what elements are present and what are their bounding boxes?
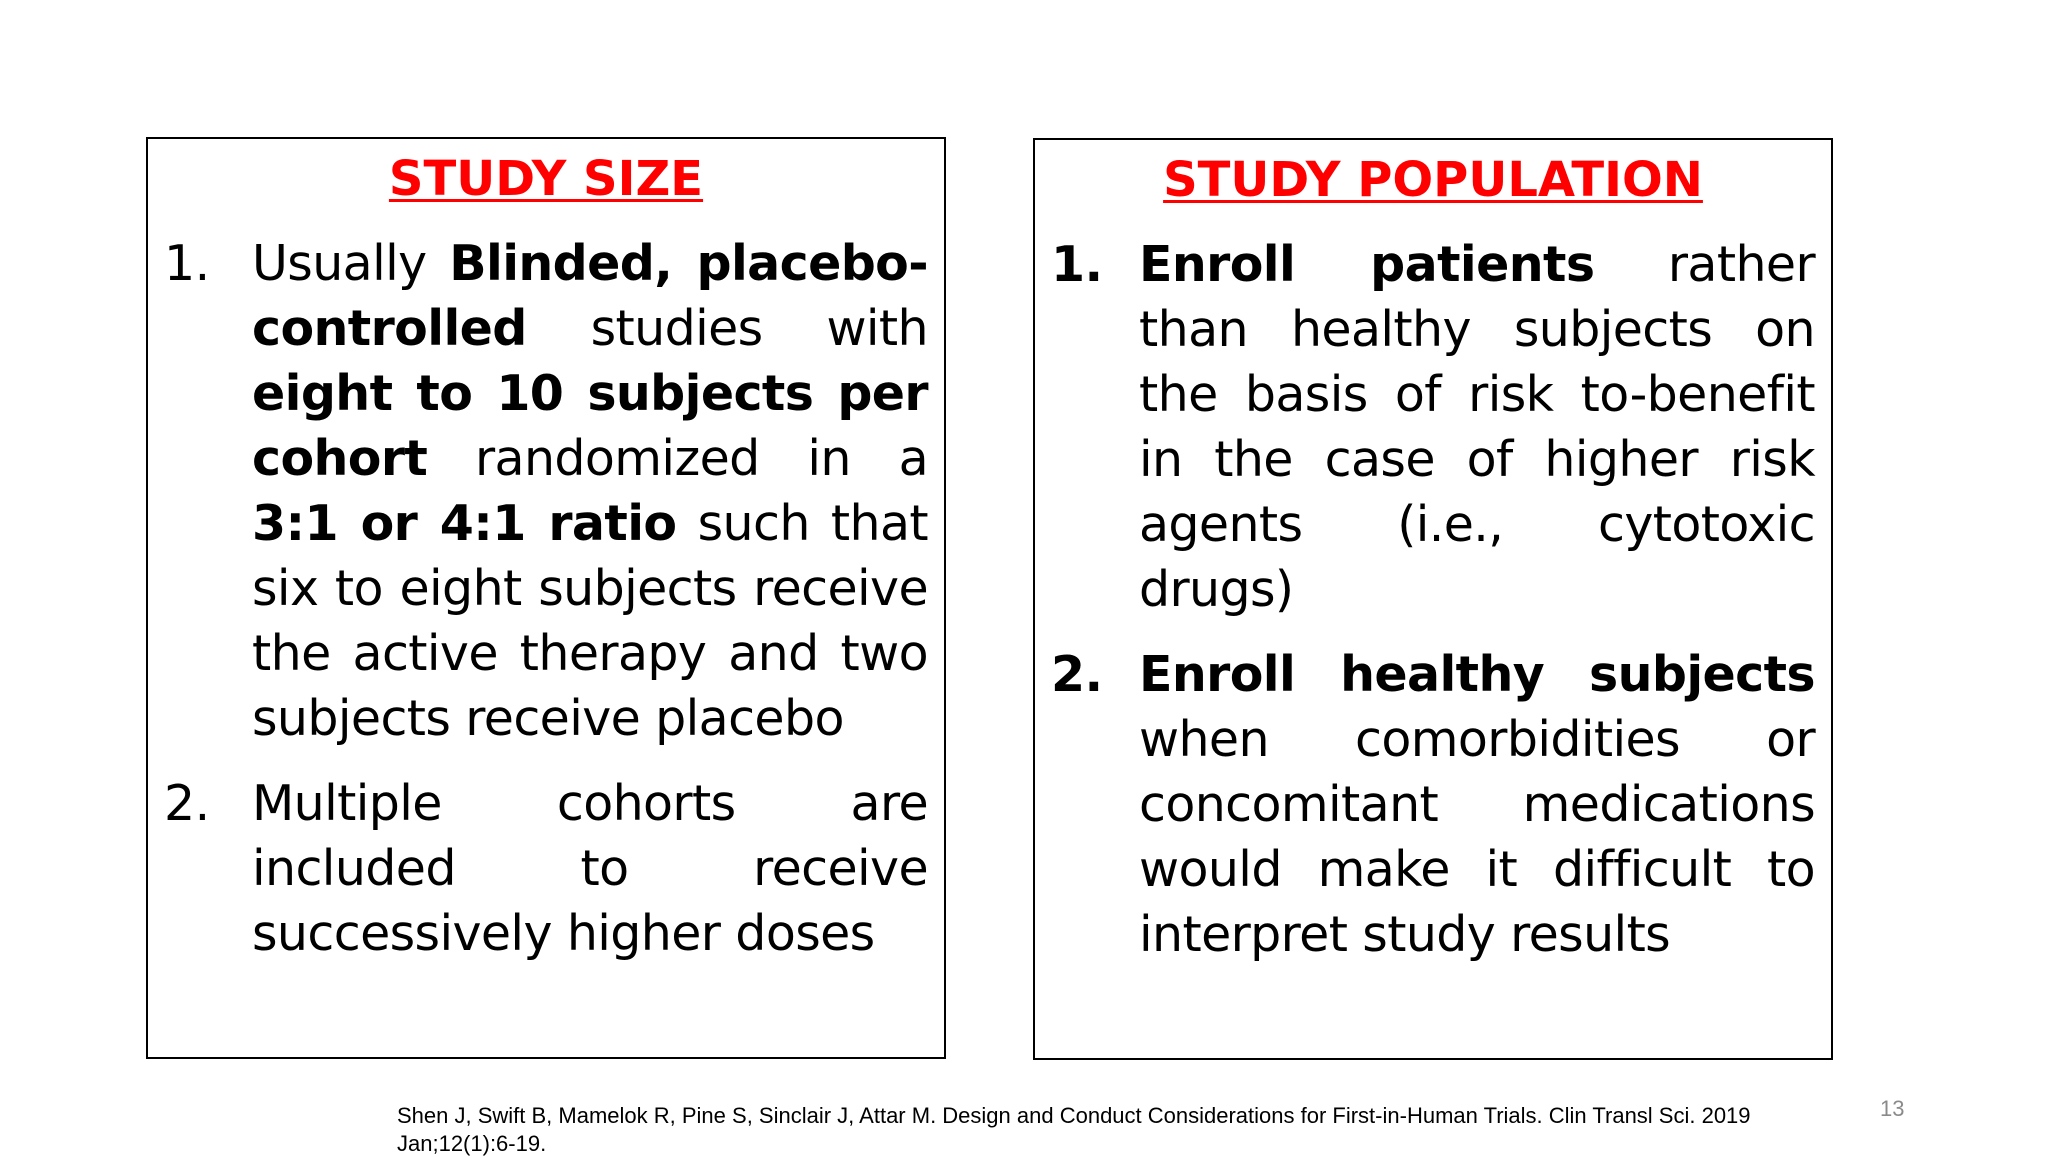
list-item-number: 1. bbox=[1051, 236, 1103, 293]
study-population-title: STUDY POPULATION bbox=[1163, 152, 1703, 208]
slide-number: 13 bbox=[1880, 1096, 1905, 1121]
list-item-text: studies with bbox=[526, 300, 928, 357]
list-item-text: rather than healthy subjects on the basis of risk to-benefit in the case of higher risk agents (i.e., cytotoxic drugs) bbox=[1139, 236, 1816, 618]
study-population-list bbox=[1035, 232, 1831, 967]
list-item-text: randomized in a bbox=[427, 430, 928, 487]
list-item-number: 2. bbox=[164, 775, 210, 832]
list-item-bold-text: eight to 10 subjects per cohort bbox=[252, 365, 928, 487]
list-item-bold-text: 3:1 or 4:1 ratio bbox=[252, 495, 677, 552]
study-size-list bbox=[148, 231, 944, 966]
list-item-bold-text: Enroll patients bbox=[1139, 236, 1595, 293]
list-item-text: such that six to eight subjects receive the active therapy and two subjects receive placebo bbox=[252, 495, 928, 747]
list-item-number: 1. bbox=[164, 235, 210, 292]
list-item bbox=[148, 231, 944, 751]
citation: Shen J, Swift B, Mamelok R, Pine S, Sinclair J, Attar M. Design and Conduct Considerations for First-in-Human Trials. Clin Transl Sci. 2019 Jan;12(1):6-19. bbox=[397, 1103, 1751, 1156]
list-item bbox=[1035, 232, 1831, 622]
study-size-box bbox=[146, 137, 946, 1059]
list-item-text: Usually bbox=[252, 235, 450, 292]
list-item-text: Multiple cohorts are included to receive successively higher doses bbox=[252, 775, 928, 962]
list-item-number: 2. bbox=[1051, 646, 1103, 703]
list-item bbox=[148, 771, 944, 966]
list-item-bold-text: Blinded, placebo-controlled bbox=[252, 235, 928, 357]
study-size-title: STUDY SIZE bbox=[388, 151, 704, 207]
list-item bbox=[1035, 642, 1831, 967]
list-item-bold-text: Enroll healthy subjects bbox=[1139, 646, 1815, 703]
study-population-box bbox=[1033, 138, 1833, 1060]
list-item-text: when comorbidities or concomitant medications would make it difficult to interpret study results bbox=[1139, 711, 1815, 963]
